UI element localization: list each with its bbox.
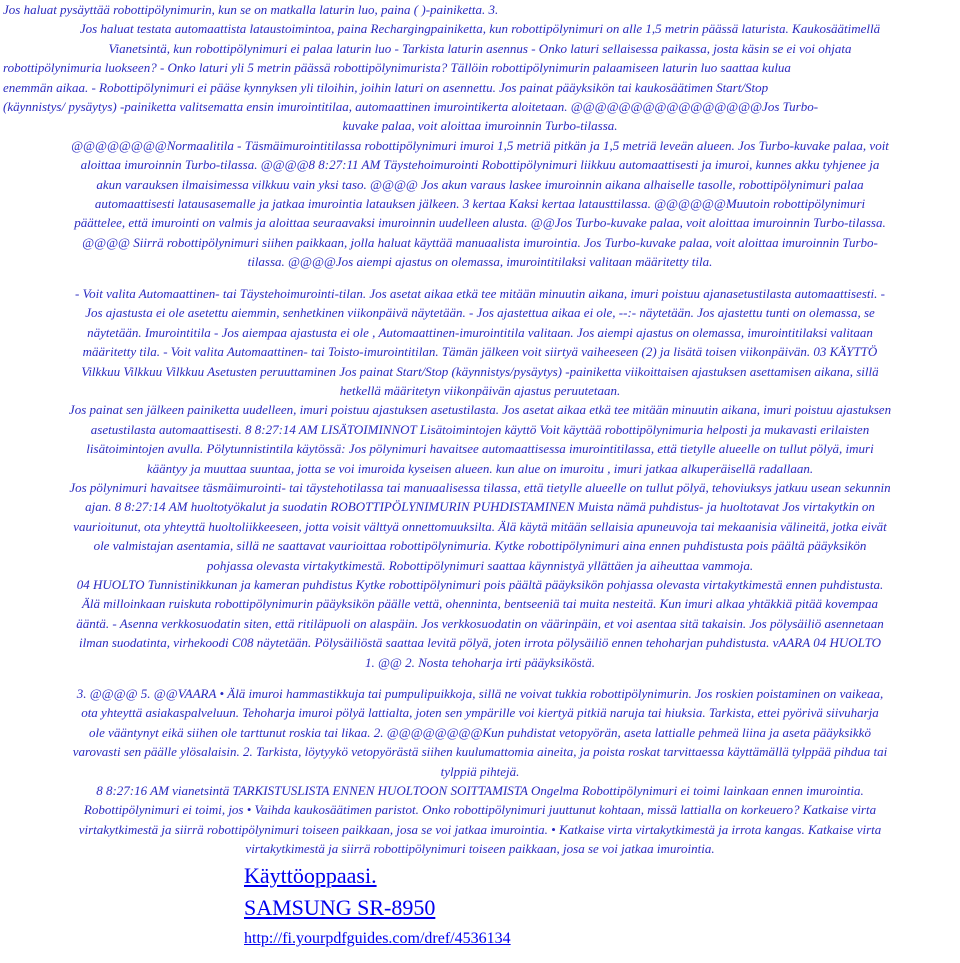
manual-link[interactable]: Käyttöoppaasi. [244,863,377,888]
text-line-content: @@@@ Siirrä robottipölynimuri siihen paikkaan, jolla haluat käyttää manuaalista imurointia. Jos Turbo-kuvake palaa, voit aloittaa imuroinnin Turbo- [82,234,878,250]
text-line-content: virtakytkimestä ja siirrä robottipölynimuri toiseen paikkaan, josa se voi jatkaa imurointia. • Katkaise virta virtakytkimestä ja irrota kangas. Katkaise virta [78,821,882,837]
text-line-content: Robottipölynimuri ei toimi, jos • Vaihda kaukosäätimen paristot. Onko robottipölynimuri juuttunut kohtaan, missä lattialla on korkeuero? Katkaise virta [83,802,877,818]
text-line-content: ole vääntynyt eikä siihen ole tarttunut roskia tai likaa. 2. @@@@@@@@Kun puhdistat vetopyörän, aseta lattialle pehmeä liina ja aseta pääyksikkö [89,724,871,740]
text-line [3,381,957,400]
text-line [3,0,957,19]
text-line-content: ääntä. - Asenna verkkosuodatin siten, että ritiläpuoli on alaspäin. Jos verkkosuodatin on väärinpäin, et voi asentaa sitä takaisin. Jos pölysäiliö asennetaan [76,615,884,631]
text-line-content: hetkellä määritetyn viikonpäivän ajastus peruutetaan. [339,383,621,398]
text-line-content: Jos pölynimuri havaitsee täsmäimurointi- tai täystehotilassa tai manuaalisessa tilassa, että tietylle alueelle on tullut pölyä, tehoviuksys jatkuu usean sekunnin [69,480,891,495]
text-line [3,478,957,497]
text-line-content: robottipölynimuria luokseen? - Onko laturi yli 5 metrin päässä robottipölynimurista? Tällöin robottipölynimurin palaamiseen laturin luo saattaa kulua [3,60,791,76]
text-line [3,175,957,194]
text-line-content: Älä milloinkaan ruiskuta robottipölynimurin pääyksikön päälle vettä, ohenninta, bentseeniä tai muita nesteitä. Kun imuri alkaa yhtäkkiä pitää kovempaa [81,596,878,612]
text-line [3,136,957,155]
text-line-content: @@@@@@@@Normaalitila - Täsmäimurointitilassa robottipölynimuri imuroi 1,5 metriä pitkän ja 1,5 metriä leveän alueen. Jos Turbo-kuvake palaa, voit [71,137,889,153]
text-line [3,303,957,322]
text-line [3,78,957,97]
text-line [3,362,957,381]
text-line-content: vaurioitunut, ota yhteyttä huoltoliikkeeseen, jotta voisit välttyä onnettomuuksilta. Älä käytä mitään sellaisia apuneuvoja tai mekaanisia välineitä, jotka eivät [73,518,887,534]
text-line-content: (käynnistys/ pysäytys) -painiketta valitsematta ensin imurointitilaa, automaattinen imurointikerta aloitetaan. @@@@@@@@@@@@@@@@Jos Turbo- [3,99,819,114]
text-line-content: Vilkkuu Vilkkuu Vilkkuu Asetusten peruuttaminen Jos painat Start/Stop (käynnistys/pysäytys) -painiketta viikoittaisen ajastuksen asettamisen aikana, sillä [81,363,879,379]
text-line-content: ota yhteyttä asiakaspalveluun. Tehoharja imuroi pölyä lattialta, joten sen ympärille voi kiertyä pitkiä naruja tai hiuksia. Tarkista, ettei pyörivä siivuharja [81,705,879,721]
text-line-content: 3. @@@@ 5. @@VAARA • Älä imuroi hammastikkuja tai pumpulipuikkoja, sillä ne voivat tukkia robottipölynimurin. Jos roskien poistaminen on vaikeaa, [76,686,884,701]
text-line [3,194,957,213]
text-line-content: Jos painat sen jälkeen painiketta uudelleen, imuri poistuu ajastuksen asetustilasta. Jos asetat aikaa etkä tee mitään minuutin aikana, imuri poistuu ajastuksen [68,402,892,418]
text-line [3,781,957,800]
text-line [3,252,957,271]
text-line-content: ajan. 8 8:27:14 AM huoltotyökalut ja suodatin ROBOTTIPÖLYNIMURIN PUHDISTAMINEN Muista nämä puhdistus- ja huoltotavat Jos virtakytkin on [85,499,875,515]
text-line [3,575,957,594]
text-line-content: varovasti sen päälle ylösalaisin. 2. Tarkista, löytyykö vetopyörästä siihen kuulumattomia aineita, ja poista roskat tarvittaessa käyttämällä tylppää pihdua tai [72,744,888,760]
text-line-content: näytetään. Imurointitila - Jos aiempaa ajastusta ei ole , Automaattinen-imurointitila valitaan. Jos aiempi ajastus on olemassa, imurointitilaksi valitaan [87,324,873,340]
text-line-content: 04 HUOLTO Tunnistinikkunan ja kameran puhdistus Kytke robottipölynimuri pois päältä pääyksikön pohjassa olevasta virtakytkimestä ennen puhdistusta. [76,577,884,592]
text-line-content: 1. @@ 2. Nosta tehoharja irti pääyksiköstä. [364,654,596,670]
text-line-content: Jos haluat testata automaattista lataustoimintoa, paina Rechargingpainiketta, kun robottipölynimuri on alle 1,5 metrin päässä laturista. Kaukosäätimellä [79,21,881,37]
text-line-content: Jos ajastusta ei ole asetettu aiemmin, senhetkinen viikonpäivä näytetään. - Jos ajastettua aikaa ei ole, --:- näytetään. Jos ajastettu tunti on olemassa, se [85,305,875,321]
text-line-content: aloittaa imuroinnin Turbo-tilassa. @@@@8 8:27:11 AM Täystehoimurointi Robottipölynimuri liikkuu automaattisesti ja imuroi, kunnes akku tyhjenee ja [80,157,880,173]
text-line [3,342,957,361]
text-line [3,233,957,252]
text-line [3,742,957,761]
text-line [3,556,957,575]
text-line [3,839,957,858]
text-line [3,536,957,555]
text-line-content: Jos haluat pysäyttää robottipölynimurin, kun se on matkalla laturin luo, paina ( )-painiketta. 3. [3,2,499,17]
text-line-content: pohjassa olevasta virtakytkimestä. Robottipölynimuri saattaa käynnistyä yllättäen ja aiheuttaa vammoja. [206,557,754,573]
text-line [3,284,957,303]
text-line [3,58,957,77]
text-line [3,594,957,613]
text-line [3,39,957,58]
text-line-content: automaattisesti latausasemalle ja jatkaa imurointia latauksen jälkeen. 3 kertaa Kaksi kertaa latausttilassa. @@@@@@Muutoin robottipölynimuri [94,196,866,211]
text-line-content: ilman suodatinta, virhekoodi C08 näytetään. Pölysäiliöstä saattaa levitä pölyä, joten irrota pölysäiliö ennen tehoharjan puhdistusta. vAARA 04 HUOLTO [79,635,881,651]
text-line [3,633,957,652]
text-line [3,459,957,478]
text-line [3,762,957,781]
text-line [3,723,957,742]
text-line-content: tylppiä pihtejä. [440,763,520,779]
text-line [3,213,957,232]
text-line [3,97,957,116]
text-line [3,439,957,458]
text-line-content: määritetty tila. - Voit valita Automaattinen- tai Toisto-imurointitilan. Tämän jälkeen voit siirtyä vaiheeseen (2) ja lisätä toisen viikonpäivän. 03 KÄYTTÖ [82,344,878,360]
text-line-content: kuvake palaa, voit aloittaa imuroinnin Turbo-tilassa. [342,118,618,134]
text-line [3,19,957,38]
text-line-content: ole valmistajan asentamia, sillä ne saattavat vaurioittaa robottipölynimuria. Kytke robottipölynimuri aina ennen puhdistusta pois päältä pääyksikön [93,538,867,554]
url-link[interactable]: http://fi.yourpdfguides.com/dref/4536134 [244,930,511,947]
text-line-content: asetustilasta automaattisesti. 8 8:27:14 AM LISÄTOIMINNOT Lisätoimintojen käyttö Voit käyttää robottipölynimuria helposti ja mukavasti erilaisten [90,421,870,437]
text-line [3,323,957,342]
text-line [3,155,957,174]
text-line-content: virtakytkimestä ja siirrä robottipölynimuri toiseen paikkaan, josa se voi jatkaa imurointia. [245,841,715,857]
text-line-content: tilassa. @@@@Jos aiempi ajastus on olemassa, imurointitilaksi valitaan määritetty tila. [247,254,713,270]
text-line-content: 8 8:27:16 AM vianetsintä TARKISTUSLISTA ENNEN HUOLTOON SOITTAMISTA Ongelma Robottipölynimuri ei toimi lainkaan ennen imurointia. [96,783,864,798]
text-line [3,400,957,419]
text-line-content: Vianetsintä, kun robottipölynimuri ei palaa laturin luo - Tarkista laturin asennus - Onko laturi sellaisessa paikassa, josta käsin se ei voi ohjata [108,40,852,56]
text-line [3,800,957,819]
text-line-content: - Voit valita Automaattinen- tai Täystehoimurointi-tilan. Jos asetat aikaa etkä tee mitään minuutin aikana, imuri poistuu ajanasetustilasta automaattisesti. - [75,286,885,301]
text-line-content: kääntyy ja muuttaa suuntaa, jotta se voi imuroida kyseisen alueen. kun alue on imuroitu , imuri jatkaa alkuperäisellä radallaan. [146,460,814,476]
text-line-content: enemmän aikaa. - Robottipölynimuri ei pääse kynnyksen yli tiloihin, joihin laturi on asennettu. Jos painat pääyksikön tai kaukosäätimen Start/Stop [3,79,769,95]
text-line [3,517,957,536]
text-line [3,614,957,633]
text-line [3,497,957,516]
text-line [3,116,957,135]
text-line [3,420,957,439]
text-line-content: akun varauksen ilmaisimessa vilkkuu vain yksi taso. @@@@ Jos akun varaus laskee imuroinnin aikana alhaiselle tasolle, robottipölynimuri palaa [96,176,864,192]
text-line-content: päättelee, että imurointi on valmis ja aloittaa seuraavaksi imuroinnin uudelleen alusta. @@Jos Turbo-kuvake palaa, voit aloittaa imuroinnin Turbo-tilassa. [74,215,886,231]
text-line-content: lisätoimintojen avulla. Pölytunnistintila käytössä: Jos pölynimuri havaitsee automaattisessa imurointitilassa, että tietylle alueelle on tullut pölyä, imuri [86,441,874,457]
text-line [3,820,957,839]
text-line [3,653,957,672]
text-line [3,684,957,703]
model-link[interactable]: SAMSUNG SR-8950 [244,895,436,920]
text-line [3,703,957,722]
